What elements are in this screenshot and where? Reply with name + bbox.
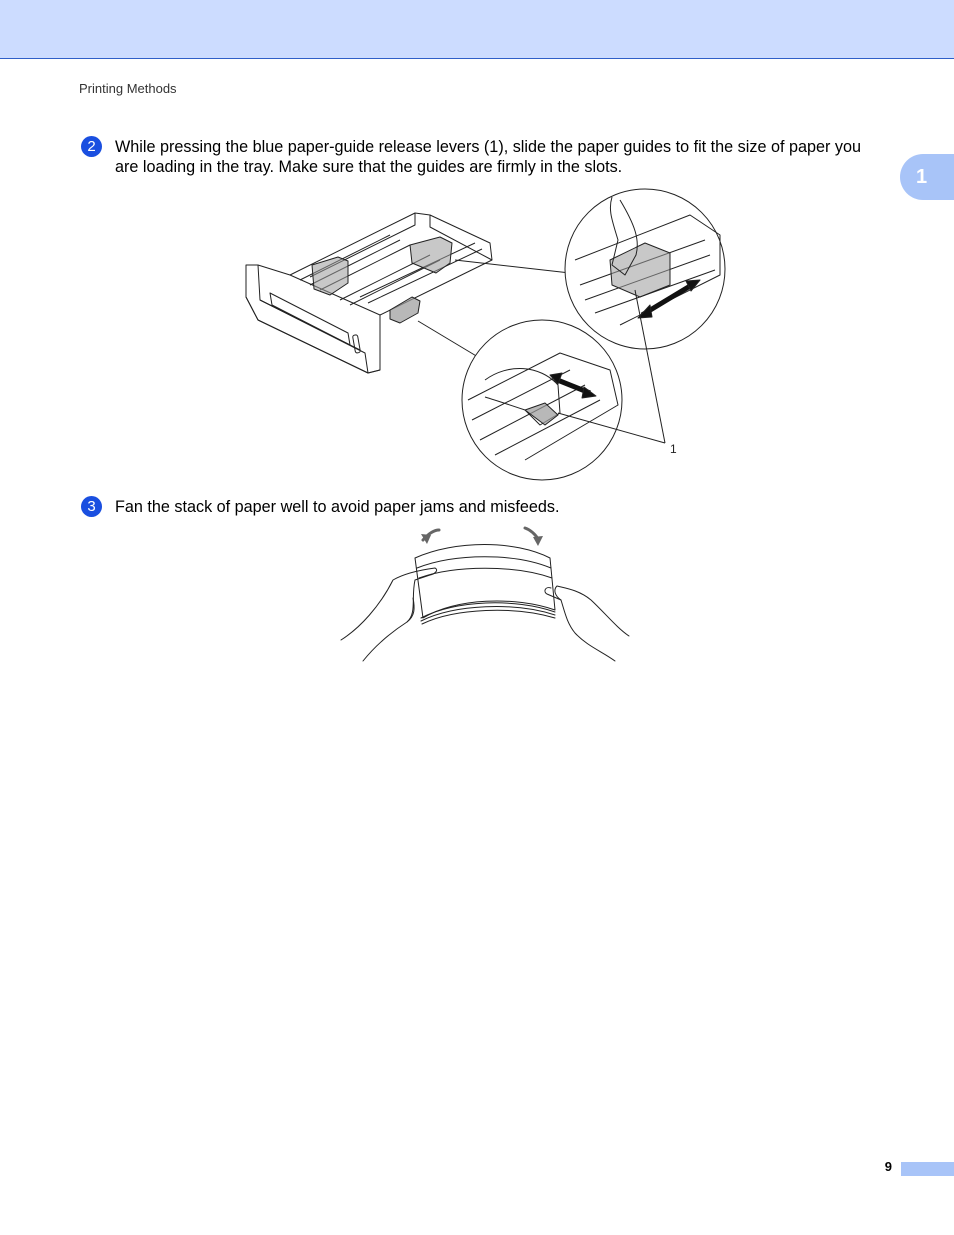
step-number-badge: 2: [81, 136, 102, 157]
chapter-tab: 1: [900, 154, 954, 200]
paper-tray-illustration: [240, 185, 730, 483]
running-header: Printing Methods: [79, 81, 177, 96]
header-band: [0, 0, 954, 59]
page-number: 9: [884, 1159, 892, 1174]
step-2-text-line1: While pressing the blue paper-guide release levers (1), slide the paper guides to fit the size of paper you: [115, 138, 861, 156]
page-tab: [901, 1162, 954, 1176]
step-2-text-line2: are loading in the tray. Make sure that the guides are firmly in the slots.: [115, 158, 623, 176]
step-3-text: Fan the stack of paper well to avoid paper jams and misfeeds.: [115, 498, 560, 516]
callout-label-1: 1: [670, 442, 677, 456]
step-number-badge: 3: [81, 496, 102, 517]
fan-paper-illustration: [335, 518, 635, 668]
